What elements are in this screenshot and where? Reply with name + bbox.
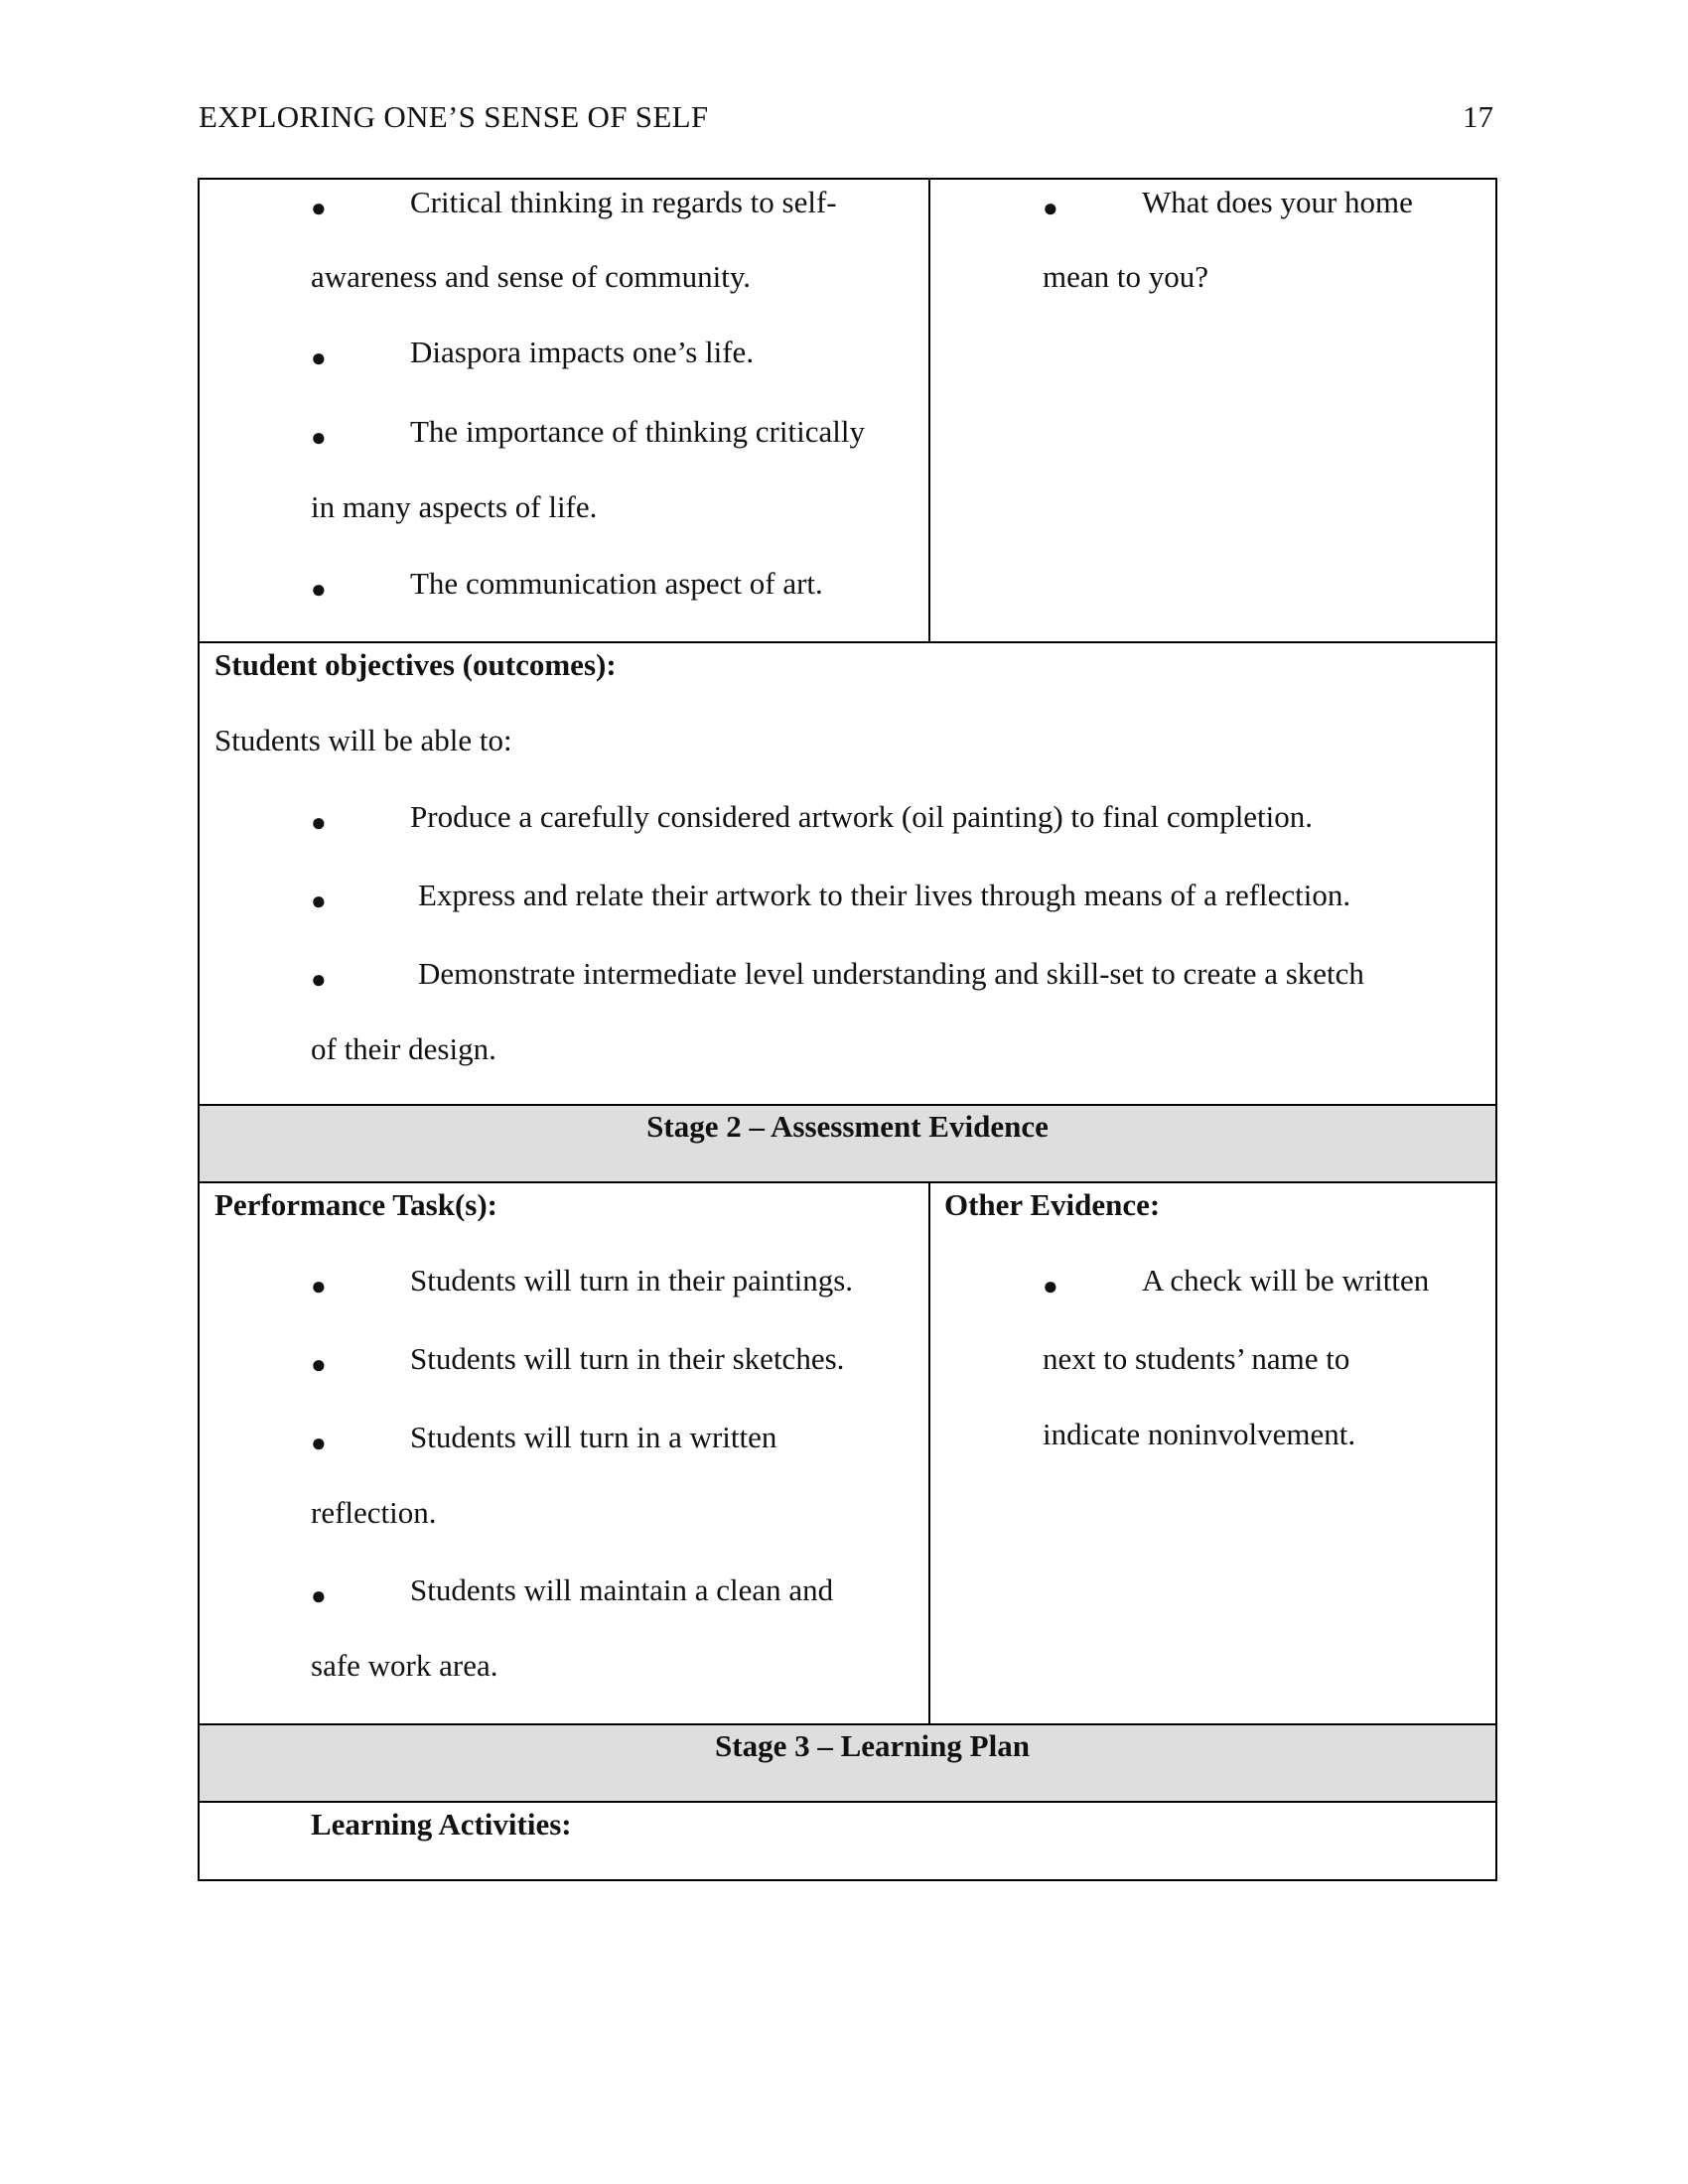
objectives-row [200,643,1495,1106]
understanding-item-4: The communication aspect of art. [410,566,823,601]
understanding-item-1-cont: awareness and sense of community. [311,259,752,294]
understandings-row [200,180,1495,643]
performance-task-4: Students will maintain a clean and [410,1572,834,1607]
learning-activities-heading: Learning Activities: [311,1807,572,1842]
objectives-heading: Student objectives (outcomes): [214,647,617,682]
learning-activities-row [200,1803,1495,1879]
other-evidence-cell [930,1183,1495,1723]
understanding-item-3: The importance of thinking critically [410,414,865,449]
bullet-icon: ● [311,575,327,604]
bullet-icon: ● [311,965,327,994]
other-evidence-item-1-cont: next to students’ name to [1043,1341,1350,1376]
other-evidence-heading: Other Evidence: [944,1187,1161,1222]
stage-3-heading: Stage 3 – Learning Plan [715,1728,1030,1763]
objective-item-1: Produce a carefully considered artwork (oil painting) to final completion. [410,799,1314,834]
bullet-icon: ● [311,1429,327,1457]
assessment-row [200,1183,1495,1725]
essential-question-cell [930,180,1495,641]
performance-tasks-cell [200,1183,930,1723]
bullet-icon: ● [1043,1272,1058,1300]
understanding-item-1: Critical thinking in regards to self- [410,185,837,219]
bullet-icon: ● [311,423,327,452]
performance-task-3: Students will turn in a written [410,1420,777,1454]
performance-task-1: Students will turn in their paintings. [410,1263,854,1297]
objective-item-3: Demonstrate intermediate level understanding and skill-set to create a sketch [418,956,1364,991]
performance-tasks-heading: Performance Task(s): [214,1187,497,1222]
bullet-icon: ● [311,1581,327,1610]
bullet-icon: ● [311,194,327,222]
stage-2-heading-row [200,1106,1495,1183]
running-head: EXPLORING ONE’S SENSE OF SELF [199,99,709,134]
objective-item-3-cont: of their design. [311,1031,496,1066]
bullet-icon: ● [311,887,327,915]
essential-question-1-cont: mean to you? [1043,259,1209,294]
bullet-icon: ● [311,343,327,372]
performance-task-4-cont: safe work area. [311,1648,498,1683]
performance-task-3-cont: reflection. [311,1495,437,1530]
objectives-intro: Students will be able to: [214,723,512,757]
bullet-icon: ● [311,1350,327,1379]
bullet-icon: ● [311,808,327,837]
essential-question-1: What does your home [1142,185,1413,219]
stage-2-heading: Stage 2 – Assessment Evidence [646,1109,1049,1144]
understanding-item-2: Diaspora impacts one’s life. [410,335,755,369]
stage-3-heading-row [200,1725,1495,1803]
objective-item-2: Express and relate their artwork to their lives through means of a reflection. [418,878,1351,912]
other-evidence-item-1-cont2: indicate noninvolvement. [1043,1417,1356,1451]
understandings-cell [200,180,930,641]
bullet-icon: ● [311,1272,327,1300]
page-number: 17 [1463,99,1493,134]
understanding-item-3-cont: in many aspects of life. [311,489,598,524]
other-evidence-item-1: A check will be written [1142,1263,1430,1297]
bullet-icon: ● [1043,194,1058,222]
performance-task-2: Students will turn in their sketches. [410,1341,845,1376]
lesson-plan-table [198,178,1497,1881]
